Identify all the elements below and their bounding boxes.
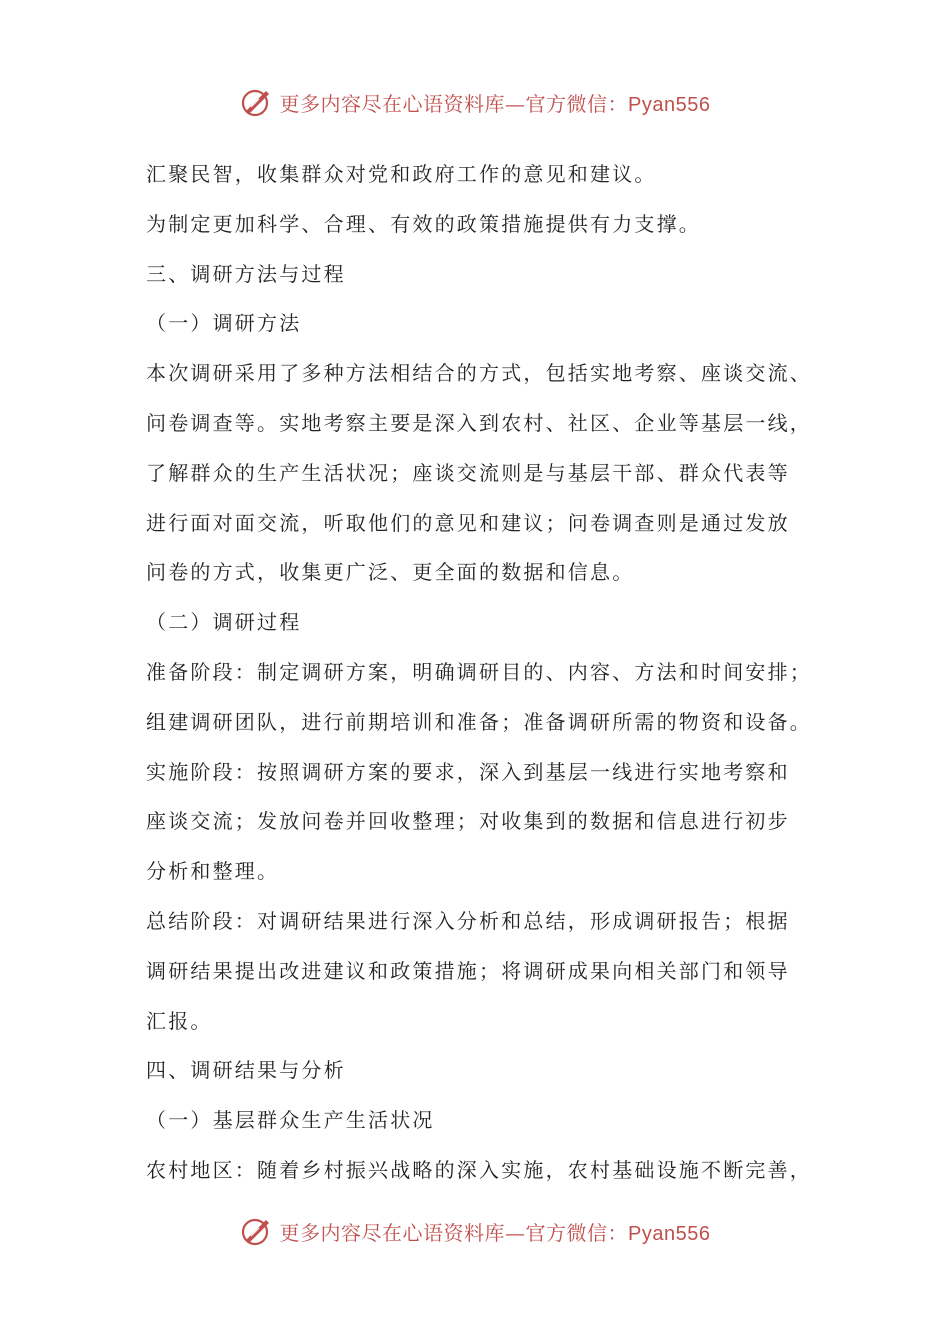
text-line: 调研结果提出改进建议和政策措施；将调研成果向相关部门和领导: [146, 958, 790, 983]
text-line: 分析和整理。: [146, 859, 280, 884]
header-banner-text: 更多内容尽在心语资料库—官方微信：Pyan556: [279, 91, 711, 116]
header-banner: [0, 82, 950, 122]
document-body: [146, 150, 836, 1196]
text-line: 本次调研采用了多种方法相结合的方式，包括实地考察、座谈交流、: [146, 361, 812, 386]
text-line: 问卷调查等。实地考察主要是深入到农村、社区、企业等基层一线，: [146, 410, 812, 435]
text-line: 农村地区：随着乡村振兴战略的深入实施，农村基础设施不断完善，: [146, 1157, 812, 1182]
text-line: 座谈交流；发放问卷并回收整理；对收集到的数据和信息进行初步: [146, 809, 790, 834]
section-heading: 四、调研结果与分析: [146, 1058, 346, 1083]
footer-wechat-id: Pyan556: [628, 1222, 711, 1245]
text-line: 问卷的方式，收集更广泛、更全面的数据和信息。: [146, 560, 635, 585]
text-line: 汇报。: [146, 1008, 213, 1033]
text-line: 总结阶段：对调研结果进行深入分析和总结，形成调研报告；根据: [146, 908, 790, 933]
header-wechat-id: Pyan556: [628, 93, 711, 116]
pen-logo-icon: [240, 1214, 274, 1248]
section-heading: 三、调研方法与过程: [146, 261, 346, 286]
text-line: 准备阶段：制定调研方案，明确调研目的、内容、方法和时间安排；: [146, 659, 812, 684]
text-line: 汇聚民智，收集群众对党和政府工作的意见和建议。: [146, 162, 657, 186]
subsection-heading: （二）调研过程: [146, 610, 302, 635]
text-line: 进行面对面交流，听取他们的意见和建议；问卷调查则是通过发放: [146, 510, 790, 535]
text-line: 实施阶段：按照调研方案的要求，深入到基层一线进行实地考察和: [146, 759, 790, 784]
pen-logo-icon: [240, 85, 274, 119]
subsection-heading: （一）基层群众生产生活状况: [146, 1108, 435, 1133]
subsection-heading: （一）调研方法: [146, 311, 302, 336]
text-line: 为制定更加科学、合理、有效的政策措施提供有力支撑。: [146, 211, 701, 236]
text-line: 了解群众的生产生活状况；座谈交流则是与基层干部、群众代表等: [146, 460, 790, 485]
footer-banner-text: 更多内容尽在心语资料库—官方微信：Pyan556: [279, 1220, 711, 1245]
text-line: 组建调研团队，进行前期培训和准备；准备调研所需的物资和设备。: [146, 709, 812, 734]
footer-banner: [0, 1211, 950, 1251]
